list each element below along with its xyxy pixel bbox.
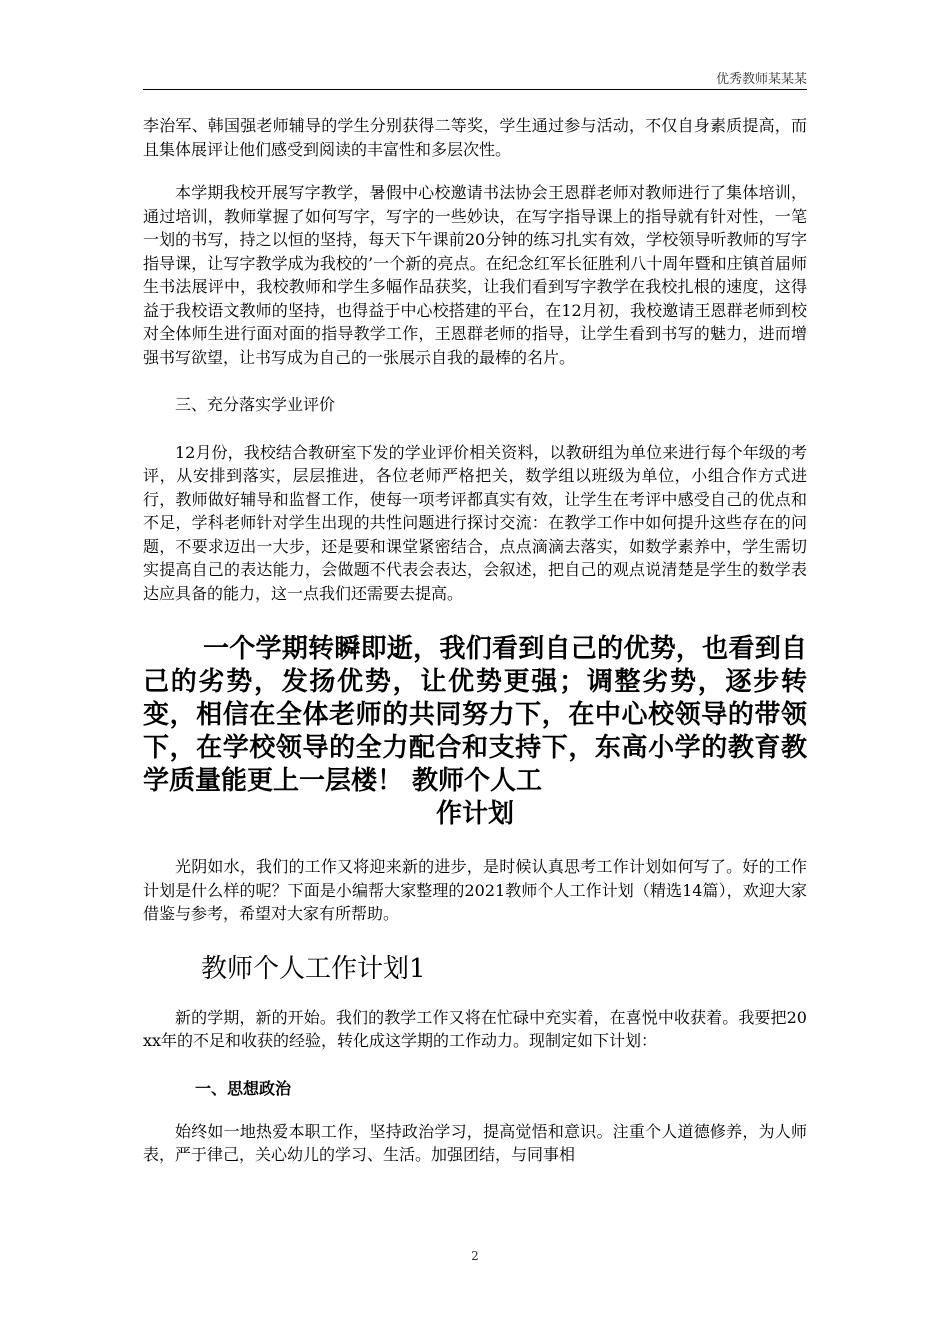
summary-bold-heading [143,633,807,831]
paragraph-calligraphy: 本学期我校开展写字教学，暑假中心校邀请书法协会王恩群老师对教师进行了集体培训，通过培训，教师掌握了如何写字，写字的一些妙诀，在写字指导课上的指导就有针对性，一笔一划的书写，持之以恒的坚持，每天下午课前20分钟的练习扎实有效，学校领导听教师的写字指导课，让写字教学成为我校的’一个新的亮点。在纪念红军长征胜利八十周年暨和庄镇首届师生书法展评中，我校教师和学生多幅作品获奖，让我们看到写字教学在我校扎根的速度，这得益于我校语文教师的坚持，也得益于中心校搭建的平台，在12月初，我校邀请王恩群老师到校对全体师生进行面对面的指导教学工作，王恩群老师的指导，让学生看到书写的魅力，进而增强书写欲望，让书写成为自己的一张展示自我的最棒的名片。 [143,183,807,367]
paragraph-awards: 李治军、韩国强老师辅导的学生分别获得二等奖，学生通过参与活动，不仅自身素质提高，而且集体展评让他们感受到阅读的丰富性和多层次性。 [143,116,807,159]
plan-heading-1: 教师个人工作计划1 [201,953,426,984]
summary-bold-main: 一个学期转瞬即逝，我们看到自己的优势，也看到自己的劣势，发扬优势，让优势更强；调整劣势，逐步转变，相信在全体老师的共同努力下，在中心校领导的带领下，在学校领导的全力配合和支持下，东高小学的教育教学质量能更上一层楼！ 教师个人工 [143,634,807,796]
subheading-ideology: 一、思想政治 [195,1078,292,1098]
summary-bold-tail: 作计划 [435,799,514,829]
page-number: 2 [471,1249,479,1263]
paragraph-intro: 光阴如水，我们的工作又将迎来新的进步，是时候认真思考工作计划如何写了。好的工作计划是什么样的呢？下面是小编帮大家整理的2021教师个人工作计划（精选14篇），欢迎大家借鉴与参考，希望对大家有所帮助。 [143,857,807,923]
header-divider [143,89,807,90]
paragraph-evaluation: 12月份，我校结合教研室下发的学业评价相关资料，以教研组为单位来进行每个年级的考评，从安排到落实，层层推进，各位老师严格把关，数学组以班级为单位，小组合作方式进行，教师做好辅导和监督工作，使每一项考评都真实有效，让学生在考评中感受自己的优点和不足，学科老师针对学生出现的共性问题进行探讨交流：在教学工作中如何提升这些存在的问题，不要求迈出一大步，还是要和课堂紧密结合，点点滴滴去落实，如数学素养中，学生需切实提高自己的表达能力，会做题不代表会表达，会叙述，把自己的观点说清楚是学生的数学表达应具备的能力，这一点我们还需要去提高。 [143,442,807,603]
page-header-text: 优秀教师某某某 [715,72,807,87]
paragraph-new-semester: 新的学期，新的开始。我们的教学工作又将在忙碌中充实着，在喜悦中收获着。我要把20xx年的不足和收获的经验，转化成这学期的工作动力。现制定如下计划： [143,1007,807,1050]
document-body [143,114,807,1167]
paragraph-ideology: 始终如一地热爱本职工作，坚持政治学习，提高觉悟和意识。注重个人道德修养，为人师表，严于律己，关心幼儿的学习、生活。加强团结，与同事相 [143,1121,807,1164]
section-heading-evaluation: 三、充分落实学业评价 [175,395,336,414]
